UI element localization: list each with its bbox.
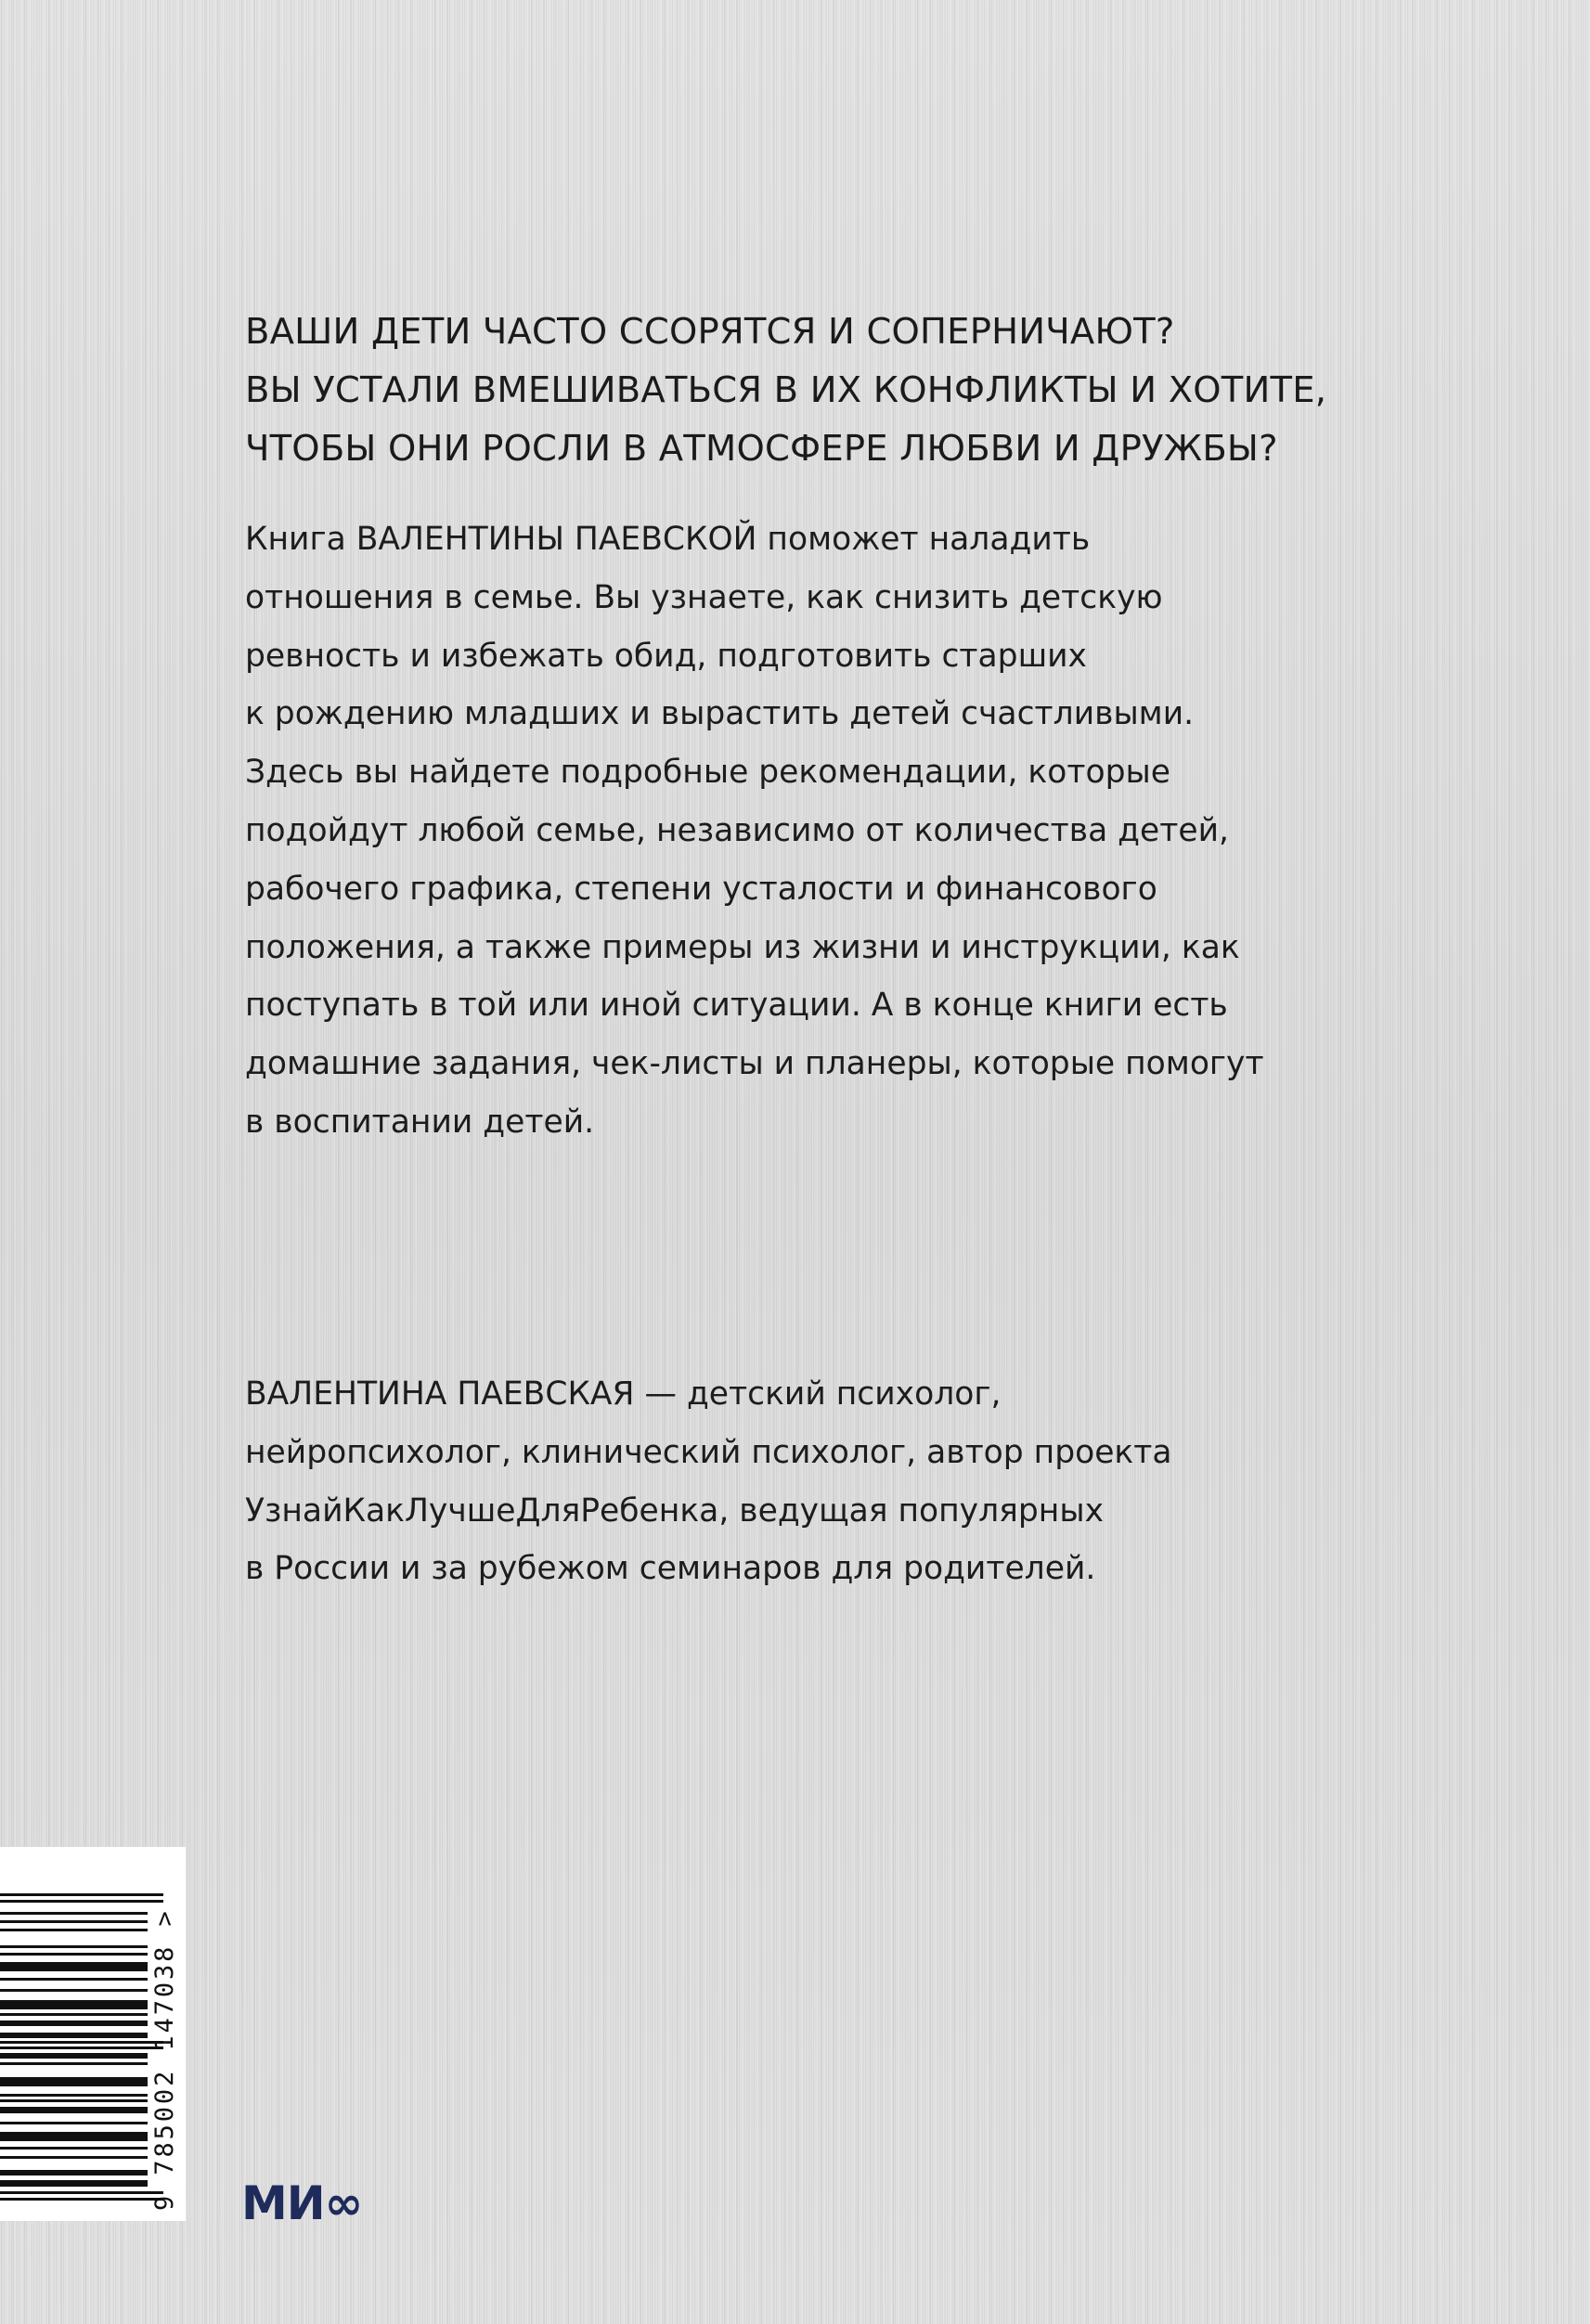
description-line: положения, а также примеры из жизни и инструкции, как bbox=[245, 928, 1240, 966]
isbn-digits: 9 785002 147038 > bbox=[150, 1908, 179, 2211]
description-line: в воспитании детей. bbox=[245, 1103, 595, 1141]
headline-line: ЧТОБЫ ОНИ РОСЛИ В АТМОСФЕРЕ ЛЮБВИ И ДРУЖБЫ? bbox=[245, 428, 1278, 470]
description-line: отношения в семье. Вы узнаете, как снизить детскую bbox=[245, 578, 1163, 616]
author-bio-line: ВАЛЕНТИНА ПАЕВСКАЯ — детский психолог, bbox=[245, 1375, 1002, 1413]
book-description bbox=[245, 510, 1264, 1152]
description-line: ревность и избежать обид, подготовить старших bbox=[245, 637, 1087, 675]
publisher-logo: МИ∞ bbox=[241, 2176, 363, 2230]
description-line: Книга ВАЛЕНТИНЫ ПАЕВСКОЙ поможет наладить bbox=[245, 521, 1091, 558]
isbn-number bbox=[147, 1860, 184, 2211]
author-bio bbox=[245, 1365, 1172, 1598]
author-bio-line: в России и за рубежом семинаров для родителей. bbox=[245, 1550, 1096, 1588]
headline bbox=[245, 303, 1326, 478]
description-line: подойдут любой семье, независимо от количества детей, bbox=[245, 811, 1229, 849]
headline-line: ВАШИ ДЕТИ ЧАСТО ССОРЯТСЯ И СОПЕРНИЧАЮТ? bbox=[245, 311, 1175, 353]
description-line: поступать в той или иной ситуации. А в конце книги есть bbox=[245, 987, 1228, 1025]
author-bio-line: нейропсихолог, клинический психолог, автор проекта bbox=[245, 1433, 1172, 1471]
isbn-barcode bbox=[0, 1847, 186, 2221]
author-bio-line: УзнайКакЛучшеДляРебенка, ведущая популярных bbox=[245, 1491, 1104, 1530]
description-line: домашние задания, чек-листы и планеры, которые помогут bbox=[245, 1045, 1264, 1083]
headline-line: ВЫ УСТАЛИ ВМЕШИВАТЬСЯ В ИХ КОНФЛИКТЫ И ХОТИТЕ, bbox=[245, 369, 1327, 411]
description-line: рабочего графика, степени усталости и финансового bbox=[245, 870, 1157, 908]
description-line: к рождению младших и вырастить детей счастливыми. bbox=[245, 695, 1195, 733]
description-line: Здесь вы найдете подробные рекомендации, которые bbox=[245, 754, 1170, 792]
